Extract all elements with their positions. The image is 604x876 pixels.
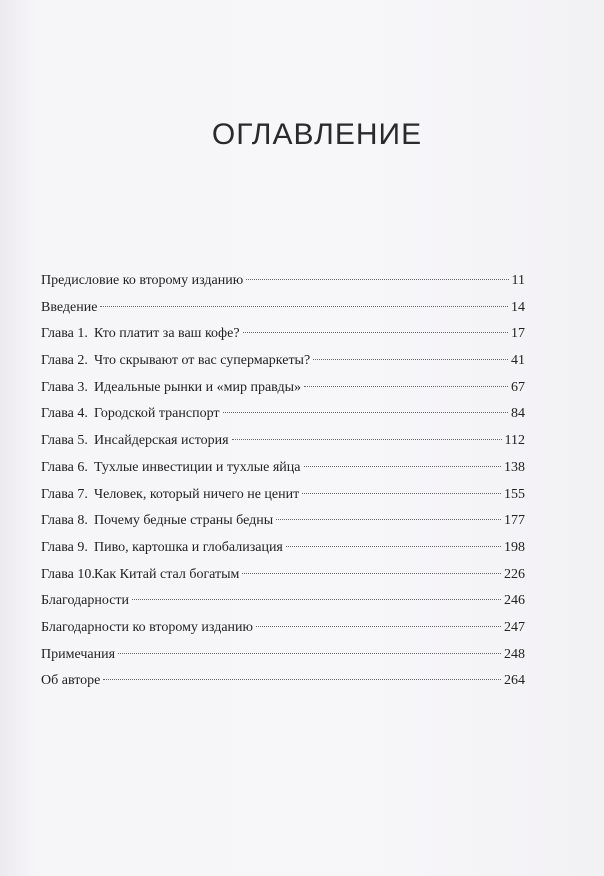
toc-entry-label <box>41 326 240 342</box>
toc-entry-label <box>41 353 310 369</box>
toc-entry-text: Введение <box>41 299 98 315</box>
toc-entry-label <box>41 300 97 316</box>
toc-chapter-number: Глава 10. <box>41 566 95 582</box>
toc-entry-text: Идеальные рынки и «мир правды» <box>94 379 301 395</box>
toc-entry-text: Тухлые инвестиции и тухлые яйца <box>94 459 301 475</box>
toc-page-number: 155 <box>504 486 525 502</box>
toc-entry <box>41 593 525 620</box>
toc-entry <box>41 540 525 567</box>
toc-leader-dots <box>243 332 508 333</box>
toc-entry <box>41 513 525 540</box>
toc-entry-label <box>41 567 239 583</box>
toc-chapter-number: Глава 7. <box>41 486 88 502</box>
toc-entry-text: Как Китай стал богатым <box>94 566 240 582</box>
toc-leader-dots <box>242 573 501 574</box>
toc-entry-label <box>41 647 115 663</box>
toc-entry <box>41 433 525 460</box>
toc-entry <box>41 406 525 433</box>
toc-entry-text: Почему бедные страны бедны <box>94 513 274 529</box>
toc-entry-label <box>41 380 301 396</box>
toc-chapter-number: Глава 4. <box>41 406 88 422</box>
toc-entry-text: Инсайдерская история <box>94 433 229 449</box>
toc-chapter-number: Глава 3. <box>41 379 88 395</box>
toc-entry-text: Предисловие ко второму изданию <box>41 273 244 288</box>
toc-page-number: 14 <box>511 299 525 315</box>
toc-page-number: 17 <box>511 326 525 342</box>
toc-leader-dots <box>118 653 501 654</box>
toc-leader-dots <box>313 359 508 360</box>
toc-entry-text: Человек, который ничего не ценит <box>94 486 300 502</box>
toc-entry <box>41 460 525 487</box>
toc-entry <box>41 647 525 674</box>
toc-entry-text: Благодарности ко второму изданию <box>41 619 253 635</box>
table-of-contents <box>41 273 525 700</box>
toc-chapter-number: Глава 1. <box>41 326 88 342</box>
toc-leader-dots <box>232 439 502 440</box>
toc-chapter-number: Глава 8. <box>41 513 88 529</box>
toc-leader-dots <box>276 519 501 520</box>
toc-page-number: 84 <box>511 406 525 422</box>
toc-page-number: 264 <box>504 673 525 689</box>
toc-page-number: 246 <box>504 593 525 609</box>
toc-entry-text: Пиво, картошка и глобализация <box>94 539 283 555</box>
toc-page-number: 248 <box>504 646 525 662</box>
toc-entry <box>41 380 525 407</box>
toc-entry-label <box>41 433 229 449</box>
toc-page-number: 11 <box>511 273 525 288</box>
toc-entry-label <box>41 406 220 422</box>
toc-page-number: 226 <box>504 566 525 582</box>
toc-entry-label <box>41 620 253 636</box>
toc-entry <box>41 487 525 514</box>
toc-entry-label <box>41 593 129 609</box>
toc-chapter-number: Глава 2. <box>41 353 88 369</box>
toc-page-number: 198 <box>504 539 525 555</box>
toc-entry <box>41 353 525 380</box>
toc-entry-label <box>41 460 301 476</box>
toc-page-number: 177 <box>504 513 525 529</box>
toc-entry-label <box>41 513 273 529</box>
toc-entry-text: Городской транспорт <box>94 406 220 422</box>
toc-leader-dots <box>103 679 501 680</box>
toc-leader-dots <box>256 626 501 627</box>
toc-entry <box>41 300 525 327</box>
toc-leader-dots <box>223 412 508 413</box>
toc-entry <box>41 273 525 300</box>
toc-page-number: 67 <box>511 379 525 395</box>
toc-page-number: 138 <box>504 459 525 475</box>
toc-leader-dots <box>246 279 508 280</box>
page-title: ОГЛАВЛЕНИЕ <box>211 118 423 151</box>
toc-entry-text: Примечания <box>41 646 116 662</box>
toc-chapter-number: Глава 9. <box>41 539 88 555</box>
toc-entry-label <box>41 487 299 503</box>
toc-page-number: 247 <box>504 619 525 635</box>
toc-page-number: 41 <box>511 353 525 369</box>
toc-entry-label <box>41 540 283 556</box>
toc-leader-dots <box>304 466 501 467</box>
toc-leader-dots <box>302 493 501 494</box>
toc-entry <box>41 620 525 647</box>
toc-entry-label <box>41 673 100 689</box>
toc-leader-dots <box>100 306 508 307</box>
toc-entry-text: Об авторе <box>41 673 101 689</box>
toc-entry-text: Кто платит за ваш кофе? <box>94 326 240 342</box>
toc-chapter-number: Глава 6. <box>41 459 88 475</box>
toc-page-number: 112 <box>504 433 525 449</box>
toc-leader-dots <box>132 599 501 600</box>
toc-entry-text: Что скрывают от вас супермаркеты? <box>94 353 311 369</box>
toc-entry <box>41 326 525 353</box>
toc-entry-text: Благодарности <box>41 593 130 609</box>
toc-leader-dots <box>304 386 508 387</box>
toc-leader-dots <box>286 546 501 547</box>
toc-entry <box>41 567 525 594</box>
toc-entry <box>41 673 525 700</box>
toc-entry-label <box>41 273 243 289</box>
toc-chapter-number: Глава 5. <box>41 433 88 449</box>
